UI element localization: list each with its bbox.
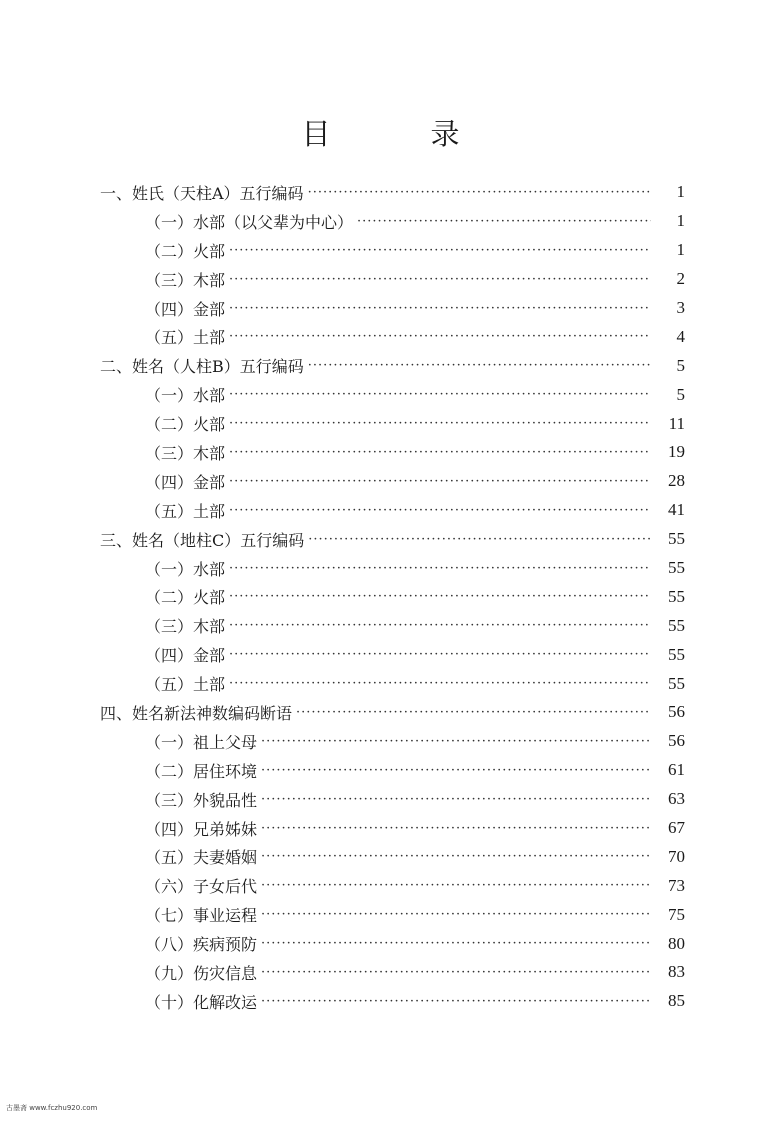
toc-entry-label: （十）化解改运: [145, 992, 258, 1012]
toc-entry-label: 一、姓氏（天柱A）五行编码: [100, 183, 304, 203]
toc-page-number: 56: [668, 702, 685, 722]
toc-entry[interactable]: [100, 380, 685, 409]
leader-dots: [229, 474, 651, 489]
toc-page-number: 19: [668, 442, 685, 462]
toc-page-number: 2: [676, 269, 685, 289]
toc-page-number: 85: [668, 991, 685, 1011]
toc-entry-label: 二、姓名（人柱B）五行编码: [100, 357, 304, 377]
toc-entry[interactable]: [100, 727, 685, 756]
leader-dots: [308, 358, 651, 373]
toc-entry-label: （六）子女后代: [145, 877, 258, 897]
toc-page-number: 41: [668, 500, 685, 520]
toc-entry[interactable]: [100, 640, 685, 669]
leader-dots: [261, 734, 651, 749]
toc-entry-label: （一）水部: [145, 559, 226, 579]
toc-page-number: 55: [668, 615, 685, 635]
leader-dots: [261, 936, 651, 951]
toc-entry[interactable]: [100, 351, 685, 380]
watermark: 古墨斋 www.fczhu920.com: [6, 1104, 98, 1112]
toc-page-number: 11: [668, 413, 685, 433]
toc-entry-label: （五）土部: [145, 501, 226, 521]
toc-page-number: 75: [668, 904, 685, 924]
leader-dots: [261, 994, 651, 1009]
toc-page-number: 70: [668, 846, 685, 866]
toc-page-number: 61: [668, 760, 685, 780]
toc-page-number: 1: [676, 240, 685, 260]
leader-dots: [261, 792, 651, 807]
leader-dots: [229, 416, 651, 431]
leader-dots: [229, 387, 651, 402]
toc-entry-label: （七）事业运程: [145, 906, 258, 926]
page-title: [0, 112, 761, 153]
toc-entry[interactable]: [100, 611, 685, 640]
toc-entry-label: （四）兄弟姊妹: [145, 819, 258, 839]
leader-dots: [229, 503, 651, 518]
leader-dots: [229, 329, 651, 344]
leader-dots: [357, 214, 651, 229]
toc-entry-label: （五）夫妻婚姻: [145, 848, 258, 868]
toc-entry[interactable]: [100, 958, 685, 987]
toc-entry[interactable]: [100, 409, 685, 438]
toc-entry[interactable]: [100, 987, 685, 1016]
toc-entry[interactable]: [100, 698, 685, 727]
toc-entry[interactable]: [100, 669, 685, 698]
toc-entry-label: （一）水部（以父辈为中心）: [145, 212, 354, 232]
toc-entry-label: 三、姓名（地柱C）五行编码: [100, 530, 305, 550]
leader-dots: [229, 647, 651, 662]
toc-page-number: 1: [676, 211, 685, 231]
toc-entry-label: （四）金部: [145, 299, 226, 319]
toc-entry-label: （九）伤灾信息: [145, 963, 258, 983]
toc-entry-label: （三）木部: [145, 270, 226, 290]
leader-dots: [229, 301, 651, 316]
toc-page-number: 5: [676, 355, 685, 375]
leader-dots: [261, 821, 651, 836]
toc-entry[interactable]: [100, 496, 685, 525]
toc-page-number: 5: [676, 384, 685, 404]
toc-entry[interactable]: [100, 467, 685, 496]
toc-entry[interactable]: [100, 554, 685, 583]
toc-entry-label: （二）火部: [145, 588, 226, 608]
leader-dots: [229, 272, 651, 287]
toc-entry[interactable]: [100, 582, 685, 611]
toc-entry[interactable]: [100, 842, 685, 871]
toc-entry-label: （一）祖上父母: [145, 732, 258, 752]
leader-dots: [261, 965, 651, 980]
toc-entry-label: （三）木部: [145, 443, 226, 463]
toc-entry-label: （三）外貌品性: [145, 790, 258, 810]
toc-page-number: 55: [668, 644, 685, 664]
toc-entry-label: （四）金部: [145, 646, 226, 666]
toc-entry[interactable]: [100, 929, 685, 958]
toc-entry-label: （八）疾病预防: [145, 935, 258, 955]
title-char: 录: [430, 117, 460, 151]
toc-page-number: 73: [668, 875, 685, 895]
toc-entry-label: 四、姓名新法神数编码断语: [100, 703, 293, 723]
leader-dots: [261, 849, 651, 864]
toc-entry[interactable]: [100, 900, 685, 929]
toc-entry-label: （二）居住环境: [145, 761, 258, 781]
toc-entry-label: （二）火部: [145, 415, 226, 435]
toc-page-number: 67: [668, 818, 685, 838]
toc-page-number: 63: [668, 789, 685, 809]
toc-page-number: 56: [668, 731, 685, 751]
toc-entry[interactable]: [100, 236, 685, 265]
toc-entry-label: （五）土部: [145, 328, 226, 348]
leader-dots: [229, 618, 651, 633]
toc-entry[interactable]: [100, 207, 685, 236]
table-of-contents: [100, 178, 685, 1016]
leader-dots: [229, 445, 651, 460]
leader-dots: [296, 705, 651, 720]
toc-entry-label: （二）火部: [145, 241, 226, 261]
toc-page-number: 80: [668, 933, 685, 953]
leader-dots: [308, 185, 651, 200]
toc-page-number: 1: [676, 182, 685, 202]
toc-entry[interactable]: [100, 438, 685, 467]
toc-entry[interactable]: [100, 756, 685, 785]
leader-dots: [261, 878, 651, 893]
toc-page-number: 4: [676, 326, 685, 346]
toc-entry[interactable]: [100, 265, 685, 294]
toc-entry[interactable]: [100, 294, 685, 323]
toc-page-number: 83: [668, 962, 685, 982]
toc-page-number: 28: [668, 471, 685, 491]
leader-dots: [308, 532, 651, 547]
toc-entry[interactable]: [100, 322, 685, 351]
toc-entry-label: （一）水部: [145, 386, 226, 406]
leader-dots: [229, 589, 651, 604]
toc-entry[interactable]: [100, 814, 685, 843]
toc-page-number: 55: [668, 586, 685, 606]
toc-entry-label: （五）土部: [145, 675, 226, 695]
toc-entry[interactable]: [100, 525, 685, 554]
title-char: 目: [301, 117, 331, 151]
toc-entry-label: （四）金部: [145, 472, 226, 492]
toc-entry[interactable]: [100, 178, 685, 207]
leader-dots: [261, 907, 651, 922]
leader-dots: [229, 561, 651, 576]
leader-dots: [229, 243, 651, 258]
leader-dots: [229, 676, 651, 691]
toc-page-number: 55: [668, 529, 685, 549]
toc-entry-label: （三）木部: [145, 617, 226, 637]
toc-page-number: 55: [668, 673, 685, 693]
toc-page-number: 3: [676, 298, 685, 317]
leader-dots: [261, 763, 651, 778]
toc-page-number: 55: [668, 558, 685, 578]
toc-entry[interactable]: [100, 785, 685, 814]
toc-entry[interactable]: [100, 871, 685, 900]
